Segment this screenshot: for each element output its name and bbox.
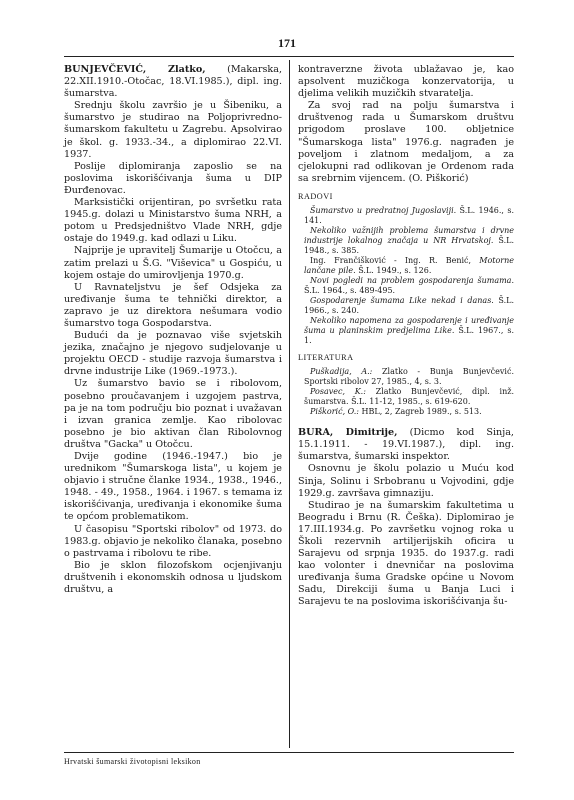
- paragraph: Najprije je upravitelj Šumarije u Otočcu, a zatim prelazi u Š.G. "Viševica" u Gospiću, u kojem ostaje do umirovljenja 1970.g.: [64, 245, 282, 281]
- works-list: [298, 206, 514, 346]
- paragraph: Studirao je na šumarskim fakultetima u Beogradu i Brnu (R. Češka). Diplomirao je 17.III.1934.g. Po završetku vojnog roka u Školi rezervnih artiljerijskih oficira u Sarajevu od srpnja 1935. do 1937.g. radi kao volonter i dnevničar na poslovima uređivanja šuma Gradske općine u Novom Sadu, Direkciji šuma u Banja Luci i Sarajevu te na poslovima iskorišćivanja šu-: [298, 499, 514, 608]
- paragraph: Marksistički orijentiran, po svršetku rata 1945.g. dolazi u Ministarstvo šuma NRH, a potom u Predsjedništvo Vlade NRH, gdje ostaje do 1949.g. kad odlazi u Liku.: [64, 197, 282, 245]
- paragraph: Osnovnu je školu polazio u Muću kod Sinja, Solinu i Srbobranu u Vojvodini, gdje 1929.g. završava gimnaziju.: [298, 463, 514, 499]
- paragraph: Poslije diplomiranja zaposlio se na poslovima iskorišćivanja šuma u DIP Đurđenovac.: [64, 160, 282, 196]
- bottom-rule: [64, 752, 514, 753]
- page-number: 171: [278, 36, 296, 50]
- paragraph: Budući da je poznavao više svjetskih jezika, značajno je njegovo sudjelovanje u projektu OECD - studije razvoja šumarstva i drvne industrije Like (1969.-1973.).: [64, 330, 282, 378]
- literature-item: Piškorić, O.: HBL, 2, Zagreb 1989., s. 513.: [310, 407, 482, 417]
- column-divider: [289, 60, 290, 748]
- work-item: Ing. Frančišković - Ing. R. Benić, Motorne lančane pile. Š.L. 1949., s. 126.: [304, 256, 514, 276]
- work-item: Gospodarenje šumama Like nekad i danas. Š.L. 1966., s. 240.: [304, 296, 514, 316]
- work-item: Nekoliko važnijih problema šumarstva i drvne industrije lokalnog značaja u NR Hrvatskoj. Š.L. 1948., s. 385.: [304, 226, 515, 256]
- paragraph: Uz šumarstvo bavio se i ribolovom, posebno proučavanjem i uzgojem pastrva, pa je na tom području bio poznat i uvažavan i izvan granica zemlje. Kao ribolovac posebno je bio aktivan član Ribolovnog društva "Gacka" u Otočcu.: [64, 378, 282, 450]
- paragraph: Dvije godine (1946.-1947.) bio je urednikom "Šumarskoga lista", u kojem je objavio i stručne članke 1934., 1938., 1946., 1948. - 49., 1958., 1964. i 1967. s temama iz iskorišćivanja, uređivanja i ekonomike šuma te općom problematikom.: [64, 451, 282, 523]
- paragraph: U Ravnateljstvu je šef Odsjeka za uređivanje šuma te tehnički direktor, a zapravo je uz direktora nešumara vodio šumarstvo toga Gospodarstva.: [64, 281, 282, 329]
- entry-head-details: (Dicmo kod Sinja, 15.1.1911. - 19.VI.1987.), dipl. ing. šumarstva, šumarski inspektor.: [298, 427, 514, 463]
- works-heading: RADOVI: [298, 191, 333, 201]
- running-footer: Hrvatski šumarski životopisni leksikon: [64, 757, 201, 766]
- work-item: Novi pogledi na problem gospodarenja šumama. Š.L. 1964., s. 489-495.: [304, 276, 514, 296]
- paragraph: Za svoj rad na polju šumarstva i društvenog rada u Šumarskom društvu prigodom proslave 100. obljetnice "Šumarskoga lista" 1976.g. nagrađen je poveljom i zlatnom medaljom, a za cjelokupni rad odlikovan je Ordenom rada sa srebrnim vijencem. (O. Piškorić): [298, 100, 514, 184]
- work-item: Šumarstvo u predratnoj Jugoslaviji. Š.L. 1946., s. 141.: [304, 206, 514, 226]
- entry-name: BURA, Dimitrije,: [298, 427, 398, 439]
- top-rule: [64, 56, 514, 57]
- entry-bura: [298, 427, 514, 608]
- literature-item: Puškadija, A.: Zlatko - Bunja Bunjevčević. Sportski ribolov 27, 1985., 4, s. 3.: [304, 367, 514, 387]
- entry-name: BUNJEVČEVIĆ, Zlatko,: [64, 64, 206, 75]
- entry-heading: [64, 64, 282, 100]
- paragraph: Bio je sklon filozofskom ocjenjivanju društvenih i ekonomskih odnosa u ljudskom društvu, a: [64, 559, 282, 596]
- work-item: Nekoliko napomena za gospodarenje i uređivanje šuma u planinskim predjelima Like. Š.L. 1967., s. 1.: [304, 316, 514, 346]
- right-column: [298, 64, 514, 609]
- paragraph: U časopisu "Sportski ribolov" od 1973. do 1983.g. objavio je nekoliko članaka, posebno o pastrvama i ribolovu te ribe.: [64, 523, 282, 559]
- paragraph: Srednju školu završio je u Šibeniku, a šumarstvo je studirao na Poljoprivredno-šumarskom fakultetu u Zagrebu. Apsolvirao je škol. g. 1933.-34., a diplomirao 22.VI. 1937.: [64, 100, 282, 160]
- paragraph: kontraverzne života ublažavao je, kao apsolvent muzičkoga konzervatorija, u djelima velikih muzičkih stvaratelja.: [298, 64, 514, 100]
- entry-heading: [298, 427, 514, 463]
- literature-list: [298, 367, 514, 417]
- entry-head-details: (Makarska, 22.XII.1910.-Otočac, 18.VI.1985.), dipl. ing. šumarstva.: [64, 64, 282, 100]
- left-column: [64, 64, 282, 596]
- literature-item: Posavec, K.: Zlatko Bunjevčević, dipl. inž. šumarstva. Š.L. 11-12, 1985., s. 619-620.: [304, 387, 514, 407]
- literature-heading: LITERATURA: [298, 353, 354, 363]
